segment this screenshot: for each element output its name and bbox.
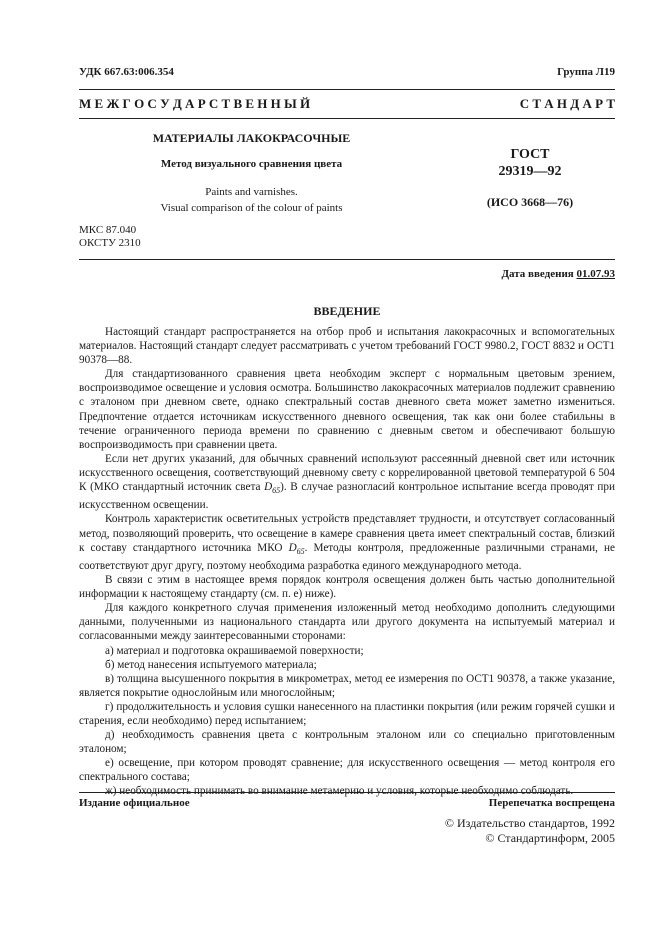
banner-left: М Е Ж Г О С У Д А Р С Т В Е Н Н Ы Й bbox=[79, 96, 311, 111]
effective-date bbox=[501, 268, 615, 280]
english-title bbox=[79, 184, 424, 216]
mks-code: МКС 87.040 bbox=[79, 224, 137, 236]
copyright-line-2: © Стандартинформ, 2005 bbox=[485, 831, 615, 845]
effective-date-value: 01.07.93 bbox=[576, 268, 615, 280]
english-title-line-1: Paints and varnishes. bbox=[205, 186, 298, 198]
top-rule bbox=[79, 89, 615, 90]
reprint-notice: Перепечатка воспрещена bbox=[488, 797, 615, 809]
list-item: а) материал и подготовка окрашиваемой поверхности; bbox=[105, 644, 364, 657]
list-item: в) толщина высушенного покрытия в микрометрах, метод ее измерения по ОСТ1 90378, а также указание, является покрытие однослойным или многослойным; bbox=[79, 672, 615, 699]
introduction-body bbox=[79, 325, 615, 799]
copyright-block bbox=[445, 816, 615, 846]
gost-number: 29319—92 bbox=[498, 164, 562, 179]
paragraph: Контроль характеристик осветительных устройств представляет трудности, и отсутствует согласованный метод, позволяющий проверить, что освещение в камере сравнения цвета имеет спектральный состав, близкий к составу стандартного источника МКО $D_{65}$. Методы контроля, предложенные различными странами, не соответствуют друг другу, поэтому необходима разработка единого международного метода. bbox=[79, 513, 615, 572]
illuminant-symbol: $D_{65}$ bbox=[288, 541, 305, 556]
effective-date-label: Дата введения bbox=[501, 268, 574, 280]
iso-reference: (ИСО 3668—76) bbox=[486, 195, 574, 209]
official-edition: Издание официальное bbox=[79, 797, 190, 809]
paragraph: Если нет других указаний, для обычных сравнений используют рассеянный дневной свет или источник искусственного освещения, соответствующий дневному свету с коррелированной цветовой температурой 6 504 К (МКО стандартный источник света $D_{65}$). В случае разногласий контрольное испытание всегда проводят при искусственном освещении. bbox=[79, 452, 615, 512]
codes-rule bbox=[79, 259, 615, 260]
gost-label: ГОСТ bbox=[510, 147, 550, 162]
group-code: Группа Л19 bbox=[557, 66, 615, 78]
list-item: д) необходимость сравнения цвета с контрольным эталоном или со специально приготовленным эталоном; bbox=[79, 729, 615, 756]
list-item: е) освещение, при котором проводят сравнение; для искусственного освещения — метод контроля его спектрального состава; bbox=[79, 757, 615, 784]
banner-right: С Т А Н Д А Р Т bbox=[519, 96, 615, 111]
copyright-line-1: © Издательство стандартов, 1992 bbox=[444, 816, 615, 830]
paragraph: В связи с этим в настоящее время порядок контроля освещения должен быть частью дополнительной информации к настоящему стандарту (см. п. е) ниже). bbox=[79, 574, 615, 601]
classification-codes bbox=[79, 224, 141, 250]
list-item: ж) необходимость принимать во внимание метамерию и условия, которые необходимо соблюдать. bbox=[105, 785, 574, 798]
document-title: МАТЕРИАЛЫ ЛАКОКРАСОЧНЫЕ bbox=[152, 131, 351, 145]
english-title-line-2: Visual comparison of the colour of paints bbox=[160, 202, 343, 214]
banner-rule bbox=[79, 118, 615, 119]
footer-rule bbox=[79, 792, 615, 793]
document-subtitle: Метод визуального сравнения цвета bbox=[160, 158, 343, 170]
paragraph: Настоящий стандарт распространяется на отбор проб и испытания лакокрасочных и вспомогательных материалов. Настоящий стандарт следует рассматривать с учетом требований ГОСТ 9980.2, ГОСТ 8832 и ОСТ1 90378—88. bbox=[79, 326, 615, 367]
gost-designation bbox=[445, 146, 615, 180]
paragraph: Для стандартизованного сравнения цвета необходим эксперт с нормальным цветовым зрением, воспроизводимое освещение и условия осмотра. Большинство лакокрасочных материалов подлежит сравнению с эталоном при дневном свете, однако спектральный состав дневного света может заметно измениться. Предпочтение отдается источникам искусственного дневного освещения, так как они более стабильны в течение ограниченного периода времени по сравнению с дневным светом и обеспечивают большую воспроизводимость при сравнении цвета. bbox=[79, 368, 615, 451]
list-item: г) продолжительность и условия сушки нанесенного на пластинки покрытия (или режим горячей сушки и старения, если необходимо) перед испытанием; bbox=[79, 700, 615, 727]
udk-code: УДК 667.63:006.354 bbox=[79, 66, 174, 78]
standard-banner bbox=[79, 96, 615, 112]
paragraph: Для каждого конкретного случая применения изложенный метод необходимо дополнить следующими данными, полученными из национального стандарта или другого документа на испытуемый материал и согласованными между заинтересованными сторонами: bbox=[79, 602, 615, 643]
illuminant-symbol: $D_{65}$ bbox=[264, 481, 281, 496]
section-heading: ВВЕДЕНИЕ bbox=[313, 304, 381, 318]
list-item: б) метод нанесения испытуемого материала; bbox=[105, 658, 317, 671]
okstu-code: ОКСТУ 2310 bbox=[79, 237, 141, 249]
